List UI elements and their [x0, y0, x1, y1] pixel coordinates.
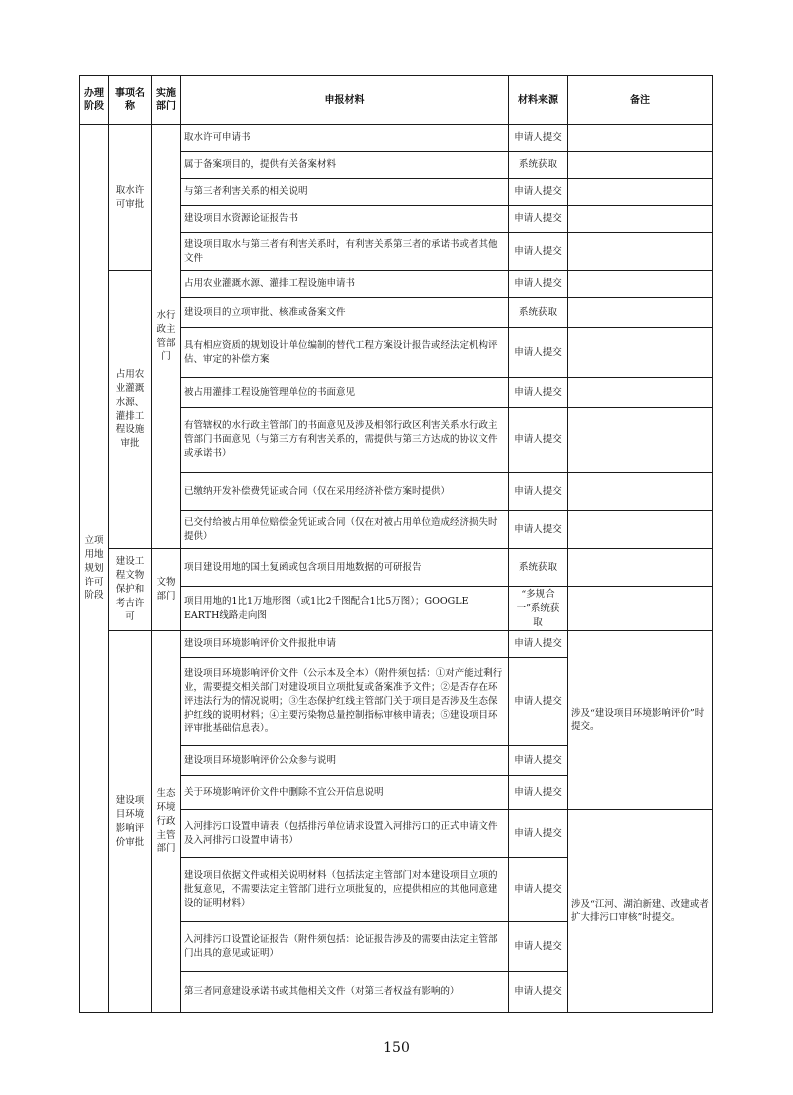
material-cell: 与第三者利害关系的相关说明 [181, 179, 509, 206]
material-cell: 有管辖权的水行政主管部门的书面意见及涉及相邻行政区利害关系水行政主管部门书面意见（与第三方有利害关系的，需提供与第三方达成的协议文件或承诺书） [181, 408, 509, 473]
header-materials: 申报材料 [181, 76, 509, 125]
material-cell: 项目建设用地的国土复函或包含项目用地数据的可研报告 [181, 549, 509, 587]
page-number: 150 [383, 1040, 410, 1056]
note-cell [568, 179, 713, 206]
note-cell [568, 328, 713, 378]
source-cell: 申请人提交 [509, 858, 568, 922]
header-stage: 办理阶段 [80, 76, 109, 125]
material-cell: 入河排污口设置论证报告（附件须包括：论证报告涉及的需要由法定主管部门出具的意见或证明） [181, 922, 509, 972]
materials-table [79, 75, 713, 1013]
header-note: 备注 [568, 76, 713, 125]
note-cell [568, 298, 713, 328]
material-cell: 建设项目环境影响评价文件报批申请 [181, 631, 509, 658]
material-cell: 第三者同意建设承诺书或其他相关文件（对第三者权益有影响的） [181, 972, 509, 1013]
source-cell: 申请人提交 [509, 631, 568, 658]
source-cell: 申请人提交 [509, 746, 568, 776]
note-cell [568, 408, 713, 473]
material-cell: 入河排污口设置申请表（包括排污单位请求设置入河排污口的正式申请文件及入河排污口设置申请书） [181, 810, 509, 858]
source-cell: 申请人提交 [509, 408, 568, 473]
material-cell: 建设项目的立项审批、核准或备案文件 [181, 298, 509, 328]
source-cell: 系统获取 [509, 549, 568, 587]
source-cell: 申请人提交 [509, 776, 568, 810]
source-cell: 申请人提交 [509, 271, 568, 298]
material-cell: 具有相应资质的规划设计单位编制的替代工程方案设计报告或经法定机构评估、审定的补偿方案 [181, 328, 509, 378]
material-cell: 属于备案项目的，提供有关备案材料 [181, 152, 509, 179]
source-cell: 申请人提交 [509, 206, 568, 233]
header-item: 事项名称 [109, 76, 152, 125]
stage-cell: 立项用地规划许可阶段 [80, 125, 109, 1013]
note-cell [568, 271, 713, 298]
source-cell: 申请人提交 [509, 125, 568, 152]
material-cell: 占用农业灌溉水源、灌排工程设施申请书 [181, 271, 509, 298]
note-cell [568, 152, 713, 179]
material-cell: 已缴纳开发补偿费凭证或合同（仅在采用经济补偿方案时提供） [181, 473, 509, 511]
material-cell: 关于环境影响评价文件中删除不宜公开信息说明 [181, 776, 509, 810]
note-cell [568, 549, 713, 587]
source-cell: 申请人提交 [509, 810, 568, 858]
material-cell: 建设项目环境影响评价文件（公示本及全本）（附件须包括：①对产能过剩行业，需要提交相关部门对建设项目立项批复或备案准予文件；②是否存在环评违法行为的情况说明；③生态保护红线主管部门关于项目是否涉及生态保护红线的说明材料；④主要污染物总量控制指标审核申请表；⑤建设项目环评审批基础信息表）。 [181, 658, 509, 746]
note-cell [568, 511, 713, 549]
material-cell: 取水许可申请书 [181, 125, 509, 152]
table-header-row [80, 76, 713, 125]
note-cell [568, 233, 713, 271]
note-eia: 涉及“建设项目环境影响评价”时提交。 [568, 631, 713, 810]
source-cell: 申请人提交 [509, 473, 568, 511]
item-water-permit: 取水许可审批 [109, 125, 152, 271]
source-cell: 申请人提交 [509, 233, 568, 271]
material-cell: 建设项目依据文件或相关说明材料（包括法定主管部门对本建设项目立项的批复意见，不需要法定主管部门进行立项批复的，应提供相应的其他同意建设的证明材料） [181, 858, 509, 922]
table-row [80, 631, 713, 658]
source-cell: 申请人提交 [509, 972, 568, 1013]
note-cell [568, 473, 713, 511]
material-cell: 被占用灌排工程设施管理单位的书面意见 [181, 378, 509, 408]
source-cell: 申请人提交 [509, 378, 568, 408]
source-cell: 系统获取 [509, 298, 568, 328]
dept-eco: 生态环境行政主管部门 [152, 631, 181, 1013]
item-environment: 建设项目环境影响评价审批 [109, 631, 152, 1013]
source-cell: 系统获取 [509, 152, 568, 179]
table-row [80, 549, 713, 587]
note-outfall: 涉及“江河、湖泊新建、改建或者扩大排污口审核”时提交。 [568, 810, 713, 1013]
source-cell: 申请人提交 [509, 922, 568, 972]
note-cell [568, 125, 713, 152]
dept-cultural: 文物部门 [152, 549, 181, 631]
source-cell: 申请人提交 [509, 658, 568, 746]
material-cell: 建设项目取水与第三者有利害关系时，有利害关系第三者的承诺书或者其他文件 [181, 233, 509, 271]
source-cell: 申请人提交 [509, 511, 568, 549]
note-cell [568, 206, 713, 233]
material-cell: 项目用地的1比1万地形图（或1比2千图配合1比5万图）；GOOGLE EARTH线路走向图 [181, 587, 509, 631]
item-cultural: 建设工程文物保护和考古许可 [109, 549, 152, 631]
dept-water: 水行政主管部门 [152, 125, 181, 549]
header-dept: 实施部门 [152, 76, 181, 125]
source-cell: 申请人提交 [509, 328, 568, 378]
material-cell: 建设项目环境影响评价公众参与说明 [181, 746, 509, 776]
material-cell: 已交付给被占用单位赔偿金凭证或合同（仅在对被占用单位造成经济损失时提供） [181, 511, 509, 549]
note-cell [568, 378, 713, 408]
source-cell: 申请人提交 [509, 179, 568, 206]
header-source: 材料来源 [509, 76, 568, 125]
material-cell: 建设项目水资源论证报告书 [181, 206, 509, 233]
item-irrigation: 占用农业灌溉水源、灌排工程设施审批 [109, 271, 152, 549]
note-cell [568, 587, 713, 631]
table-row [80, 125, 713, 152]
source-cell: “多规合一”系统获取 [509, 587, 568, 631]
